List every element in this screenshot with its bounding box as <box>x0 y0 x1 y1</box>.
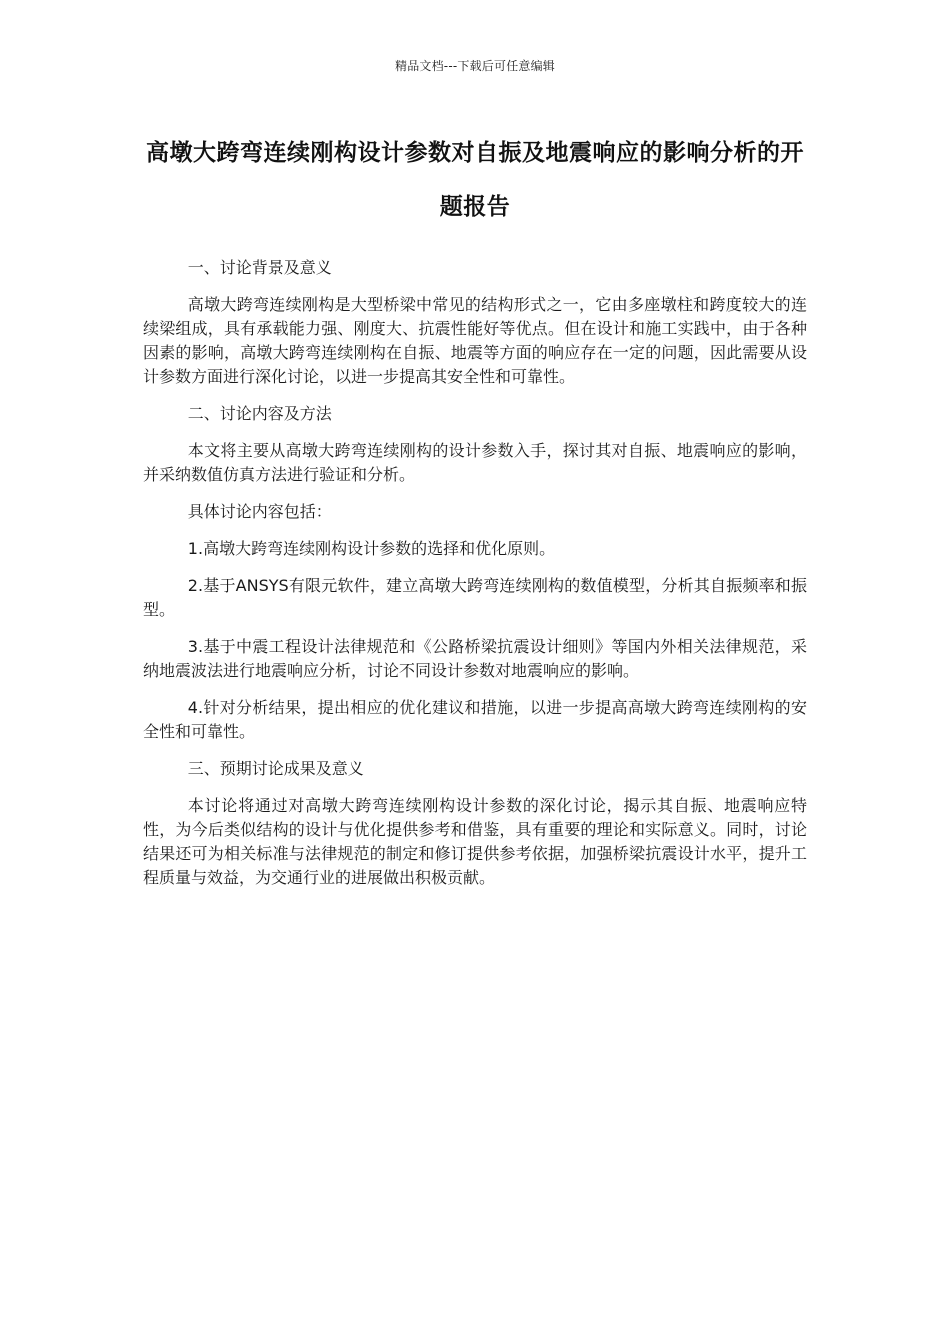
section-heading-expected-results: 三、预期讨论成果及意义 <box>187 759 364 778</box>
section-heading-background: 一、讨论背景及意义 <box>187 258 332 277</box>
list-item-2: 2.基于ANSYS有限元软件，建立高墩大跨弯连续刚构的数值模型，分析其自振频率和振型。 <box>143 576 807 619</box>
list-item-1: 1.高墩大跨弯连续刚构设计参数的选择和优化原则。 <box>187 539 556 558</box>
paragraph-content-intro: 本文将主要从高墩大跨弯连续刚构的设计参数入手，探讨其对自振、地震响应的影响，并采纳数值仿真方法进行验证和分析。 <box>143 441 807 484</box>
document-body <box>143 256 807 903</box>
list-item-4: 4.针对分析结果，提出相应的优化建议和措施，以进一步提高高墩大跨弯连续刚构的安全性和可靠性。 <box>143 698 807 741</box>
page-header-note: 精品文档---下载后可任意编辑 <box>395 59 555 73</box>
paragraph-content-list-intro: 具体讨论内容包括： <box>187 502 332 521</box>
section-heading-content-method: 二、讨论内容及方法 <box>187 404 332 423</box>
paragraph-background: 高墩大跨弯连续刚构是大型桥梁中常见的结构形式之一，它由多座墩柱和跨度较大的连续梁组成，具有承载能力强、刚度大、抗震性能好等优点。但在设计和施工实践中，由于各种因素的影响，高墩大跨弯连续刚构在自振、地震等方面的响应存在一定的问题，因此需要从设计参数方面进行深化讨论，以进一步提高其安全性和可靠性。 <box>143 295 807 386</box>
list-item-3: 3.基于中震工程设计法律规范和《公路桥梁抗震设计细则》等国内外相关法律规范，采纳地震波法进行地震响应分析，讨论不同设计参数对地震响应的影响。 <box>143 637 807 680</box>
document-title: 高墩大跨弯连续刚构设计参数对自振及地震响应的影响分析的开题报告 <box>146 140 804 220</box>
paragraph-expected-results: 本讨论将通过对高墩大跨弯连续刚构设计参数的深化讨论，揭示其自振、地震响应特性，为今后类似结构的设计与优化提供参考和借鉴，具有重要的理论和实际意义。同时，讨论结果还可为相关标准与法律规范的制定和修订提供参考依据，加强桥梁抗震设计水平，提升工程质量与效益，为交通行业的进展做出积极贡献。 <box>143 796 807 887</box>
